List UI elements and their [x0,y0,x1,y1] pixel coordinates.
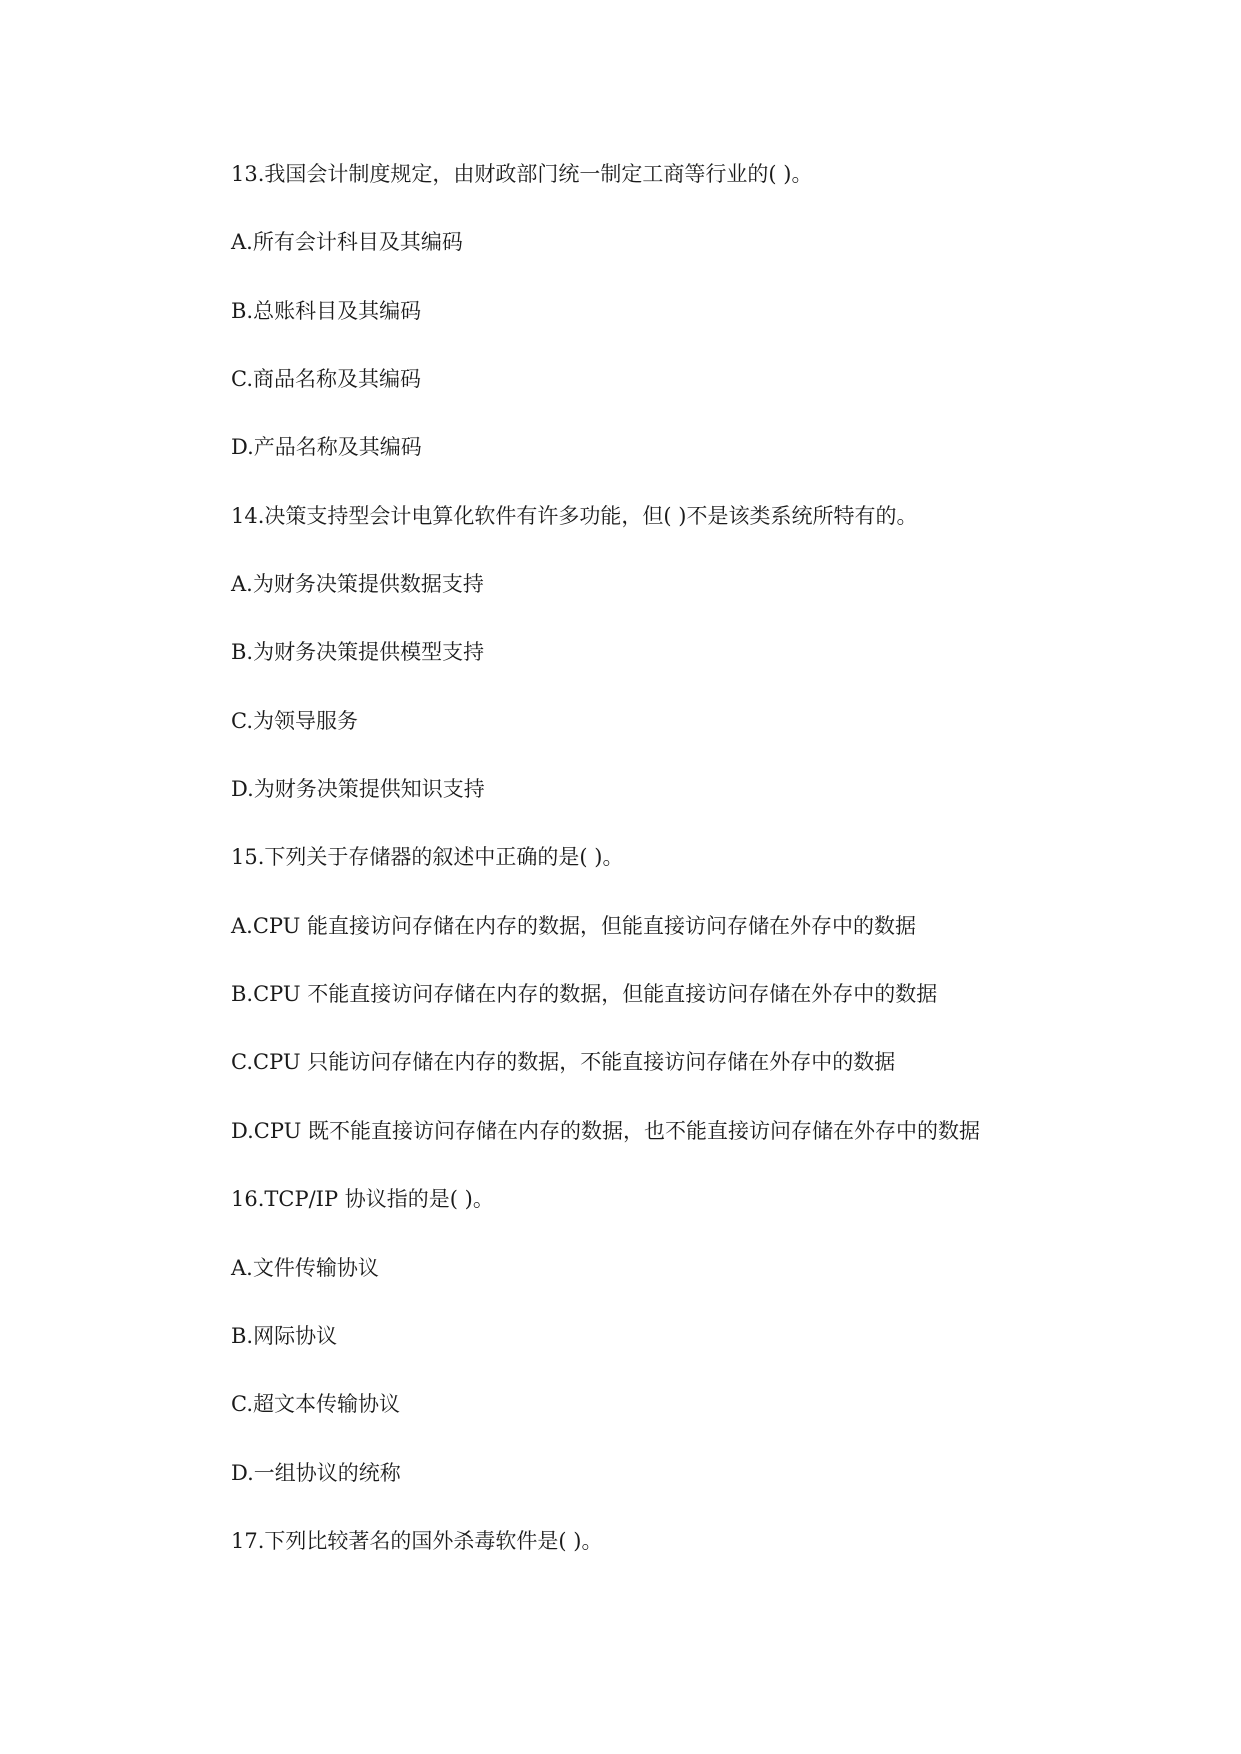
question-15-stem: 15.下列关于存储器的叙述中正确的是( )。 [231,845,624,870]
question-14-option-a: A.为财务决策提供数据支持 [231,572,484,597]
question-15-option-c: C.CPU 只能访问存储在内存的数据，不能直接访问存储在外存中的数据 [231,1050,896,1075]
question-16-option-d: D.一组协议的统称 [231,1460,401,1485]
question-16-stem: 16.TCP/IP 协议指的是( )。 [231,1187,494,1212]
question-14-stem: 14.决策支持型会计电算化软件有许多功能，但( )不是该类系统所特有的。 [231,503,918,528]
question-15-option-b: B.CPU 不能直接访问存储在内存的数据，但能直接访问存储在外存中的数据 [231,982,938,1007]
question-13-option-d: D.产品名称及其编码 [231,435,422,460]
question-16-option-b: B.网际协议 [231,1323,338,1348]
question-15-option-a: A.CPU 能直接访问存储在内存的数据，但能直接访问存储在外存中的数据 [231,913,917,938]
question-13-option-a: A.所有会计科目及其编码 [231,230,463,255]
question-13-stem: 13.我国会计制度规定，由财政部门统一制定工商等行业的( )。 [231,162,813,186]
question-list [231,160,1191,1595]
question-14-option-c: C.为领导服务 [231,708,358,733]
question-15-option-d: D.CPU 既不能直接访问存储在内存的数据，也不能直接访问存储在外存中的数据 [231,1118,980,1143]
question-16-option-c: C.超文本传输协议 [231,1392,400,1417]
question-13-option-b: B.总账科目及其编码 [231,298,422,323]
question-14-option-b: B.为财务决策提供模型支持 [231,640,485,665]
question-13-option-c: C.商品名称及其编码 [231,367,421,392]
question-16-option-a: A.文件传输协议 [231,1255,379,1280]
question-14-option-d: D.为财务决策提供知识支持 [231,777,485,802]
question-17-stem: 17.下列比较著名的国外杀毒软件是( )。 [231,1528,603,1553]
